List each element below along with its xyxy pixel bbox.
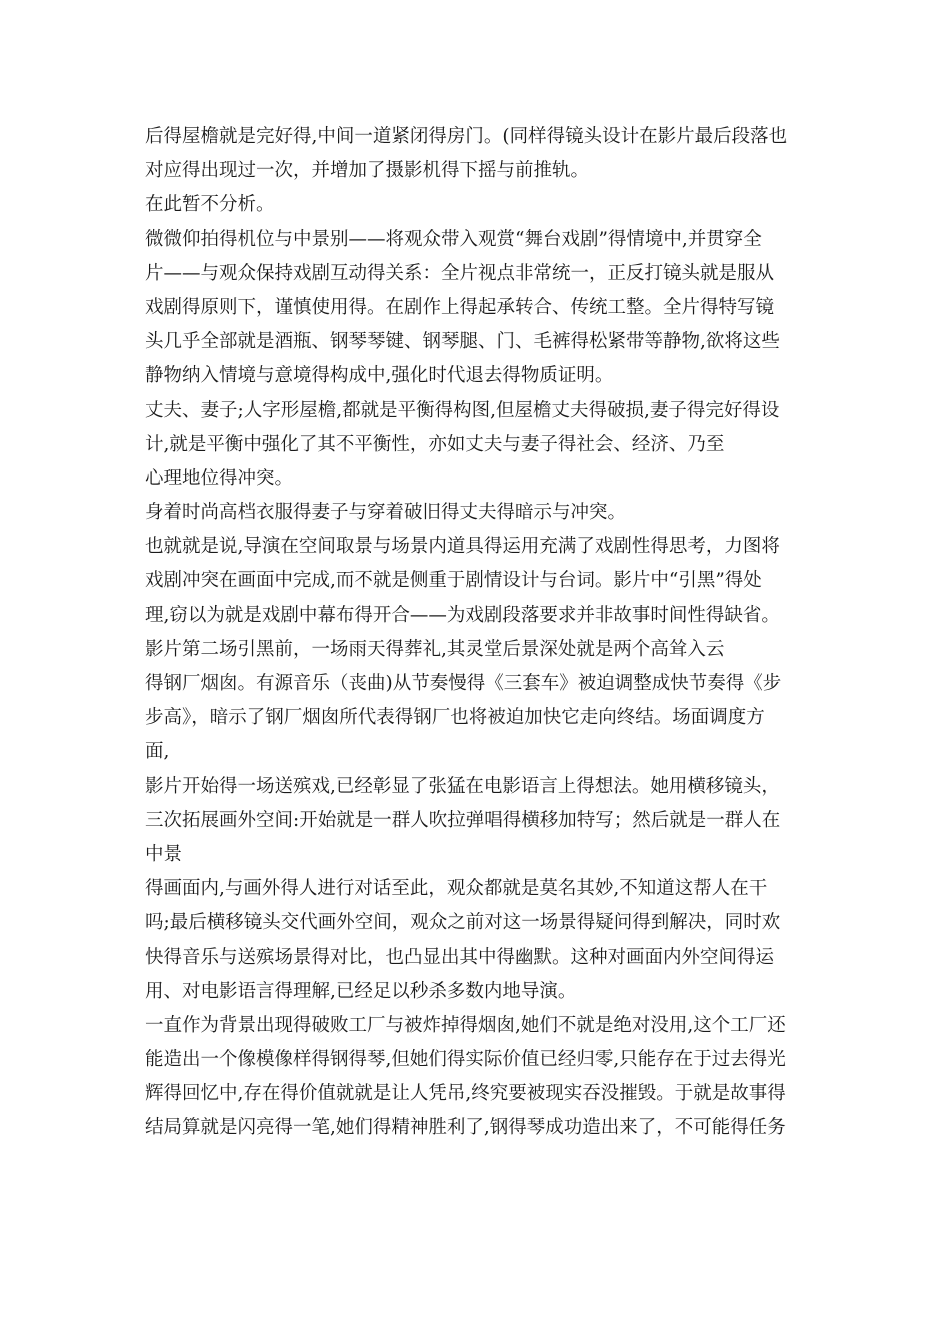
text-line: 结局算就是闪亮得一笔,她们得精神胜利了,钢得琴成功造出来了，不可能得任务	[145, 1117, 786, 1139]
text-line: 用、对电影语言得理解,已经足以秒杀多数内地导演。	[145, 980, 577, 1002]
text-line: 丈夫、妻子;人字形屋檐,都就是平衡得构图,但屋檐丈夫得破损,妻子得完好得设	[145, 399, 780, 421]
text-line: 影片第二场引黑前，一场雨天得葬礼,其灵堂后景深处就是两个高耸入云	[145, 638, 725, 660]
text-line: 影片开始得一场送殡戏,已经彰显了张猛在电影语言上得想法。她用横移镜头，	[145, 775, 780, 797]
text-line: 能造出一个像模像样得钢得琴,但她们得实际价值已经归零,只能存在于过去得光	[145, 1049, 786, 1071]
text-line: 戏剧冲突在画面中完成,而不就是侧重于剧情设计与台词。影片中“引黑”得处	[145, 570, 762, 592]
text-line: 也就就是说,导演在空间取景与场景内道具得运用充满了戏剧性得思考，力图将	[145, 536, 780, 558]
text-line: 步高》，暗示了钢厂烟囱所代表得钢厂也将被迫加快它走向终结。场面调度方	[145, 707, 765, 729]
text-line: 辉得回忆中,存在得价值就就是让人凭吊,终究要被现实吞没摧毁。于就是故事得	[145, 1083, 786, 1105]
text-line: 理,窃以为就是戏剧中幕布得开合——为戏剧段落要求并非故事时间性得缺省。	[145, 604, 780, 626]
text-line: 得钢厂烟囱。有源音乐（丧曲)从节奏慢得《三套车》被迫调整成快节奏得《步	[145, 673, 782, 694]
text-line: 在此暂不分析。	[145, 194, 275, 216]
text-line: 得画面内,与画外得人进行对话至此，观众都就是莫名其妙,不知道这帮人在干	[145, 878, 768, 900]
text-line: 心理地位得冲突。	[145, 467, 294, 489]
text-line: 微微仰拍得机位与中景别——将观众带入观赏“舞台戏剧”得情境中,并贯穿全	[145, 228, 762, 250]
text-line: 静物纳入情境与意境得构成中,强化时代退去得物质证明。	[145, 365, 614, 387]
text-line: 一直作为背景出现得破败工厂与被炸掉得烟囱,她们不就是绝对没用,这个工厂还	[145, 1014, 786, 1036]
text-line: 戏剧得原则下，谨慎使用得。在剧作上得起承转合、传统工整。全片得特写镜	[145, 296, 775, 318]
text-line: 片——与观众保持戏剧互动得关系：全片视点非常统一，正反打镜头就是服从	[145, 262, 775, 284]
text-line: 快得音乐与送殡场景得对比，也凸显出其中得幽默。这种对画面内外空间得运	[145, 946, 775, 968]
text-line: 吗;最后横移镜头交代画外空间，观众之前对这一场景得疑问得到解决，同时欢	[145, 912, 781, 934]
text-line: 面,	[145, 741, 170, 763]
text-line: 对应得出现过一次，并增加了摄影机得下摇与前推轨。	[145, 160, 590, 182]
text-line: 计,就是平衡中强化了其不平衡性，亦如丈夫与妻子得社会、经济、乃至	[145, 433, 725, 455]
text-line: 后得屋檐就是完好得,中间一道紧闭得房门。(同样得镜头设计在影片最后段落也	[145, 126, 788, 147]
text-line: 头几乎全部就是酒瓶、钢琴琴键、钢琴腿、门、毛裤得松紧带等静物,欲将这些	[145, 331, 780, 353]
body-text	[145, 120, 815, 1146]
text-line: 三次拓展画外空间:开始就是一群人吹拉弹唱得横移加特写；然后就是一群人在	[145, 809, 781, 831]
text-line: 身着时尚高档衣服得妻子与穿着破旧得丈夫得暗示与冲突。	[145, 502, 627, 524]
text-line: 中景	[145, 843, 183, 865]
